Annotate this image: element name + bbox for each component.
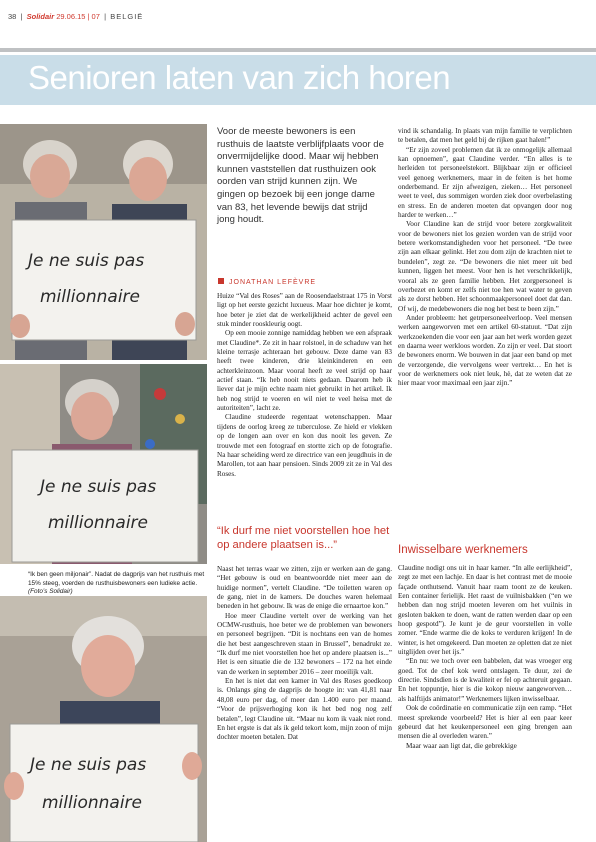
pull-quote: “Ik durf me niet voorstellen hoe het op andere plaatsen is...”: [217, 525, 390, 551]
paragraph: Maar waar aan ligt dat, die gebrekkige: [406, 741, 517, 750]
paragraph: Huize “Val des Roses” aan de Roosendaelstraat 175 in Vorst ligt op het eerste gezicht luxueus. Maar hoe dichter je komt, hoe beter je ziet dat de werkelijkheid achter de gevel een stuk minder rooskleurig oogt.: [217, 292, 392, 329]
section-label: BELGIË: [110, 12, 144, 21]
page-number: 38: [8, 12, 17, 21]
header-rule: [0, 48, 596, 52]
paragraph: Naast het terras waar we zitten, zijn er werken aan de gang. “Het gebouw is oud en beantwoordde niet meer aan de huidige normen”, vertelt Claudine. “De toiletten waren op de gang, niet in de kamers. De douches waren helemaal beneden in het gebouw. Ik was de enige die ernaartoe kon.”: [217, 565, 392, 611]
publication-brand: Solidair: [26, 12, 55, 21]
paragraph: Ook de coördinatie en communicatie zijn een ramp. “Het meest sprekende voorbeeld? Het is hier al een paar keer gebeurd dat het keukenpersoneel een ging brengen aan mensen die al overleden waren.”: [398, 704, 572, 741]
body-column-2-bottom: [398, 564, 572, 751]
page-header: [0, 0, 596, 48]
article-title: Senioren laten van zich horen: [28, 59, 451, 96]
header-line: 38 | Solidair 29.06.15 | 07 | BELGIË: [8, 12, 144, 21]
body-column-1-top: [217, 292, 392, 479]
sign-text-2: millionnaire: [48, 513, 148, 533]
section-subheading: Inwisselbare werknemers: [398, 544, 528, 556]
author-name: JONATHAN LEFÈVRE: [229, 279, 317, 286]
issue-date: 29.06.15 | 07: [56, 12, 100, 21]
body-column-1-bottom: [217, 565, 392, 743]
paragraph: “En nu: we toch over een babbelen, dat was vroeger erg goed. Tot de chef kok werd ontslagen. Te duur, zei de directie. Sindsdien is de kwaliteit er fel op achteruit gegaan. En het toppuntje, hier is die kokop nieuw aangeworven… als halftijds animator!” Werknemers lijken inwisselbaar.: [398, 657, 572, 703]
photo-resident-christmas: [0, 364, 207, 564]
body-column-2-top: [398, 127, 572, 389]
paragraph: Voor Claudine kan de strijd voor betere zorgkwaliteit voor de bewoners niet los gezien worden van de strijd voor betere werkomstandigheden voor het personeel. “De twee zijn aan elkaar gelinkt. Het zou dom zijn de krachten niet te bundelen”, zegt ze. “De bewoners die niet meer uit bed kunnen, liggen het meest. Voor hen is het verschrikkelijk, vooral als ze geen familie hebben. Het zorgpersoneel is overbezet en komt er zelfs niet toe hen wat water te geven als ze dorst hebben. Het schoonmaakpersoneel doet dat dan. Of wij, de medebewoners die nog het best te been zijn.”: [398, 220, 572, 313]
sign-text-2: millionnaire: [42, 793, 142, 813]
sign-text-1: Je ne suis pas: [40, 477, 157, 497]
sign-text-2: millionnaire: [40, 287, 140, 307]
photo-caption: [28, 571, 208, 597]
author-byline: [218, 278, 316, 286]
paragraph: Ander probleem: het getrpersoneelverloop. Veel mensen werken aangeworven met een artikel 60-statuut. “Dat zijn werkzoekenden die voor een jaar aan het werk worden gezet en daarna weer werkloos worden. Zo zijn er veel. Dat stoort de bewoners enorm. We bouwen in dat jaar een band op met de verzorgende, die vervolgens weer vertrekt… En het is voor de werknemers ook niet leuk, hè, dat ze weten dat ze hier maar voor maximaal een jaar zijn.”: [398, 313, 572, 388]
sign-text-1: Je ne suis pas: [28, 251, 145, 271]
sign-text-1: Je ne suis pas: [30, 755, 147, 775]
paragraph: Hoe meer Claudine vertelt over de werking van het OCMW-rusthuis, hoe beter we de problemen van bewoners en personeel begrijpen. “Dit is nochtans een van de homes die het best aangeschreven staan in Brussel”, benadrukt ze. “Ik durf me niet voorstellen hoe het op andere plaatsen is...” Het is een situatie die de 132 bewoners – 172 na het einde van de werken in september 2016 – zeer moeilijk valt.: [217, 611, 392, 676]
photo-smiling-resident: [0, 596, 207, 842]
paragraph: En het is niet dat een kamer in Val des Roses goedkoop is. Onlangs ging de dagprijs de hoogte in: van 41,81 naar 48,08 euro per dag, of meer dan 1.400 euro per maand. “Voor de prijsverhoging kon ik het bed nog nog zelf betalen”, legt Claudine uit. “Maar nu kom ik vaak niet rond. En het ergste is dat als ik geld tekort kom, mijn zoon of mijn dochter moeten betalen. Dat: [217, 677, 392, 742]
caption-text: “Ik ben geen miljonair”. Nadat de dagprijs van het rusthuis met 15% steeg, voerden de rusthuisbewoners een ludieke actie.: [28, 571, 205, 587]
paragraph: vind ik schandalig. In plaats van mijn familie te verplichten te betalen, dat men het geld bij de rijken gaat halen!”: [398, 127, 572, 145]
paragraph: “Er zijn zoveel problemen dat ik ze onmogelijk allemaal kan opnoemen”, gaat Claudine verder. “En alles is te herleiden tot personeelstekort. Blijkbaar zijn er officieel veel genoeg werknemers, maar in de feiten is het home onderbemand. Er zijn afwezigen, zieken… Het personeel weet te veel, dus sommigen worden ziek door overbelasting en stress. En de anderen moeten dat opvangen door nog harder te werken…”: [398, 145, 572, 220]
article-lead: Voor de meeste bewoners is een rusthuis de laatste verblijfplaats voor de onvermijdelijke dood. Maar wij hebben kunnen vaststellen dat rusthuizen ook oorden van strijd kunnen zijn. We gingen op bezoek bij een jonge dame van 83, het levende bewijs dat strijd jong houdt.: [217, 126, 384, 226]
paragraph: Op een mooie zonnige namiddag hebben we een afspraak met Claudine*. Ze zit in haar rolstoel, in de schaduw van het kleine terrasje achteraan het gebouw. Deze dame van 83 heeft twee kinderen, drie kleinkinderen en een achterkleinzoon. Maar vooral heeft ze veel strijd op haar actief staan. “Ik heb nooit niets gedaan. Daarom heb ik liever dat je mijn echte naam niet gebruikt in het artikel. Ik heb nog strijd te voeren en wil niet te veel heisa met de autoriteiten”, lacht ze.: [217, 329, 392, 413]
byline-marker: [218, 278, 224, 284]
photo-two-residents: [0, 124, 207, 360]
paragraph: Claudine studeerde regentaat wetenschappen. Maar tijdens de oorlog kreeg ze tuberculose. Ze hield er vlekken op de longen aan over en kon dus nooit les geven. Ze trouwde met een fotograaf en stortte zich op de fotografie. Na haar scheiding werd ze directrice van een jeugdhuis in de Marollen, tot aan haar pensioen. Sinds 2009 zit ze in Val des Roses.: [217, 413, 392, 478]
paragraph: Claudine nodigt ons uit in haar kamer. “In alle eerlijkheid”, zegt ze met een lachje. En daar is het contrast met de mooie façade onthutsend. Vanuit haar raam toont ze de keuken. Een container ferielijk. Het raast de vuilnisbakken (“en we hebben dan nog strijd moeten leveren om het vuilnis in gesloten bakken te doen, want de ratten werden daar op een hoop gespotd”). Je kunt je de geur voorstellen in volle zomer. “Ende warme die de koks te verduren krijgen! In de winter, is het omgekeerd. Dan moeten ze opletten dat ze niet uitglijden over het ijs.”: [398, 564, 572, 657]
photo-credit: (Foto’s Solidair): [28, 588, 73, 596]
